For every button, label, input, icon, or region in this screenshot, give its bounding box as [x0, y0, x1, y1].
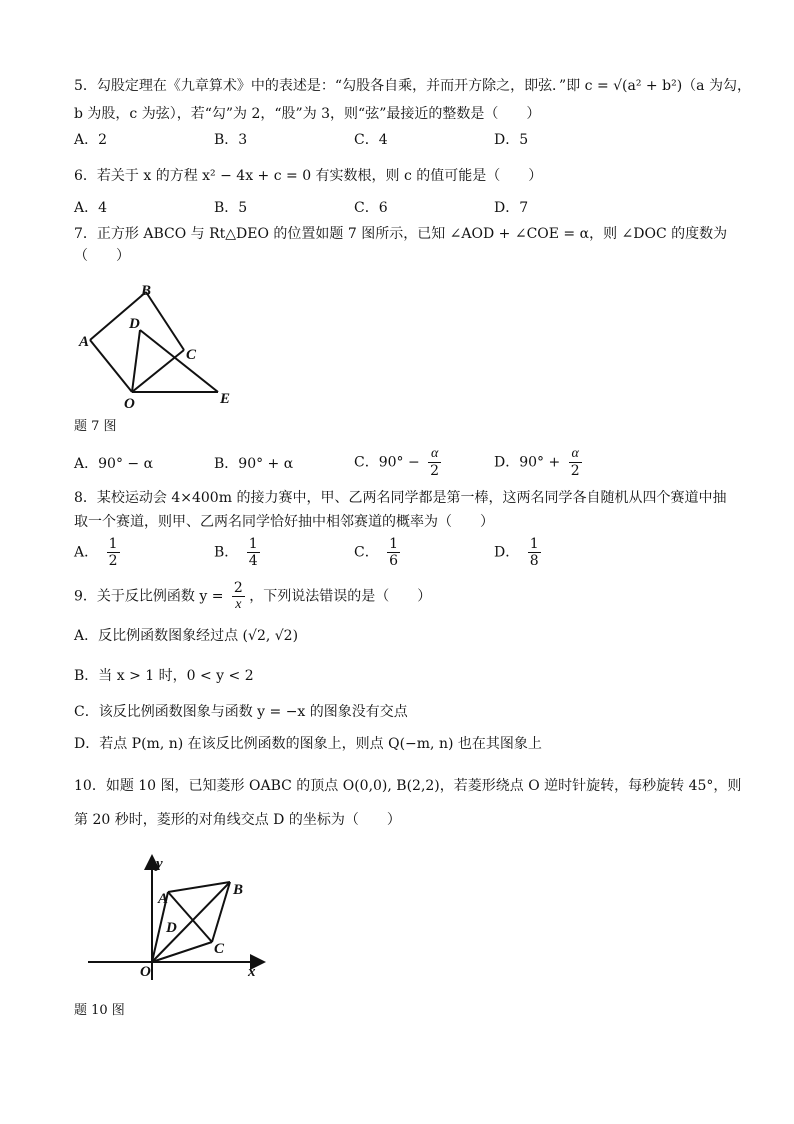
q8-option-d: [494, 536, 541, 569]
q8-option-d-fraction: [528, 536, 541, 569]
q7-options: [74, 446, 734, 490]
q7-option-d-fraction: [569, 446, 582, 479]
q6-option-c: C．6: [354, 200, 388, 216]
q8-option-b-label: B．: [214, 544, 239, 561]
q10-label-d: D: [166, 920, 177, 936]
q8-options: [74, 536, 734, 580]
q9-stem-suffix: ，下列说法错误的是（ ）: [249, 588, 432, 605]
q7-option-c-numerator: α: [428, 446, 441, 463]
q7-option-d-label: D．: [494, 454, 520, 471]
q8-option-c-numerator: 1: [389, 536, 399, 552]
q8-option-a-denominator: 2: [108, 553, 118, 569]
q5-option-a: A．2: [74, 132, 108, 148]
q5-option-b: B．3: [214, 132, 248, 148]
q8-option-a-fraction: [107, 536, 120, 569]
q5-option-d: D．5: [494, 132, 529, 148]
q8-option-d-label: D．: [494, 544, 520, 561]
q9-stem-denominator: x: [235, 597, 242, 612]
q7-option-c: [354, 446, 441, 479]
q10-figure-caption: 题 10 图: [74, 1003, 125, 1018]
q6-option-a: A．4: [74, 200, 108, 216]
q8-option-c-fraction: [387, 536, 400, 569]
q7-label-b: B: [141, 283, 152, 299]
q9-option-b: B．当 x > 1 时，0 < y < 2: [74, 668, 254, 684]
q7-option-c-prefix: 90° −: [378, 454, 420, 471]
q7-option-d-prefix: 90° +: [519, 454, 561, 471]
q7-option-c-label: C．: [354, 454, 379, 471]
q8-stem-line2: 取一个赛道，则甲、乙两名同学恰好抽中相邻赛道的概率为（ ）: [74, 514, 494, 530]
q10-stem-line1: 10．如题 10 图，已知菱形 OABC 的顶点 O(0,0), B(2,2)，若菱形绕点 O 逆时针旋转，每秒旋转 45°，则: [74, 778, 742, 794]
q8-stem-line1: 8．某校运动会 4×400m 的接力赛中，甲、乙两名同学都是第一棒，这两名同学各自随机从四个赛道中抽: [74, 490, 727, 506]
q6-option-b: B．5: [214, 200, 248, 216]
q7-option-b-label: B．: [214, 456, 239, 472]
q7-option-c-fraction: [428, 446, 441, 479]
q8-option-b-numerator: 1: [248, 536, 258, 552]
q7-label-o: O: [124, 396, 135, 410]
q7-option-b: [214, 454, 293, 474]
q10-label-a: A: [158, 891, 169, 907]
q7-stem-line1: 7．正方形 ABCO 与 Rt△DEO 的位置如题 7 图所示，已知 ∠AOD + ∠COE = α，则 ∠DOC 的度数为: [74, 226, 728, 242]
q9-stem-prefix: 9．关于反比例函数 y =: [74, 588, 224, 605]
q9-stem-numerator: 2: [233, 580, 243, 596]
q5-option-c: C．4: [354, 132, 388, 148]
q7-option-a-label: A．: [74, 456, 99, 472]
q8-option-c-label: C．: [354, 544, 379, 561]
q10-label-b: B: [233, 882, 244, 898]
q10-label-c: C: [214, 941, 225, 957]
q7-option-c-denominator: 2: [430, 463, 440, 479]
q7-figure: [78, 278, 258, 410]
q9-option-a: A．反比例函数图象经过点 (√2, √2): [74, 628, 299, 644]
q8-option-c: [354, 536, 400, 569]
q7-label-a: A: [79, 334, 90, 350]
q9-stem-fraction: [232, 580, 245, 613]
q9-stem: [74, 580, 431, 613]
q10-label-y: y: [156, 856, 163, 872]
q8-option-c-denominator: 6: [389, 553, 399, 569]
q7-option-d-denominator: 2: [570, 463, 580, 479]
q8-option-b-fraction: [247, 536, 260, 569]
q7-label-d: D: [129, 316, 140, 332]
q9-option-c: C．该反比例函数图象与函数 y = −x 的图象没有交点: [74, 704, 408, 720]
q8-option-d-numerator: 1: [529, 536, 539, 552]
q8-option-b-denominator: 4: [248, 553, 258, 569]
q7-option-d-numerator: α: [569, 446, 582, 463]
q8-option-b: [214, 536, 260, 569]
q7-option-b-text: 90° + α: [238, 456, 294, 472]
q7-label-c: C: [186, 347, 197, 363]
q8-option-d-denominator: 8: [529, 553, 539, 569]
q8-option-a-label: A．: [74, 544, 99, 561]
q7-option-d: [494, 446, 582, 479]
q10-label-o: O: [140, 964, 151, 980]
q9-option-d: D．若点 P(m, n) 在该反比例函数的图象上，则点 Q(−m, n) 也在其图象上: [74, 736, 542, 752]
q5-stem-line2: b 为股，c 为弦），若“勾”为 2，“股”为 3，则“弦”最接近的整数是（ ）: [74, 106, 541, 122]
q8-option-a: [74, 536, 120, 569]
q6-option-d: D．7: [494, 200, 529, 216]
q7-label-e: E: [220, 391, 231, 407]
q7-option-a: [74, 454, 153, 474]
q7-stem-line2: （ ）: [74, 248, 130, 264]
q7-option-a-text: 90° − α: [98, 456, 154, 472]
q8-option-a-numerator: 1: [108, 536, 118, 552]
q6-stem: 6．若关于 x 的方程 x² − 4x + c = 0 有实数根，则 c 的值可能是（ ）: [74, 168, 543, 184]
q10-stem-line2: 第 20 秒时，菱形的对角线交点 D 的坐标为（ ）: [74, 812, 401, 828]
q5-stem-line1: 5．勾股定理在《九章算术》中的表述是：“勾股各自乘，并而开方除之，即弦．”即 c = √(a² + b²)（a 为勾，: [74, 78, 751, 94]
q7-figure-caption: 题 7 图: [74, 419, 117, 434]
q10-label-x: x: [248, 964, 256, 980]
q10-figure: [82, 852, 268, 984]
